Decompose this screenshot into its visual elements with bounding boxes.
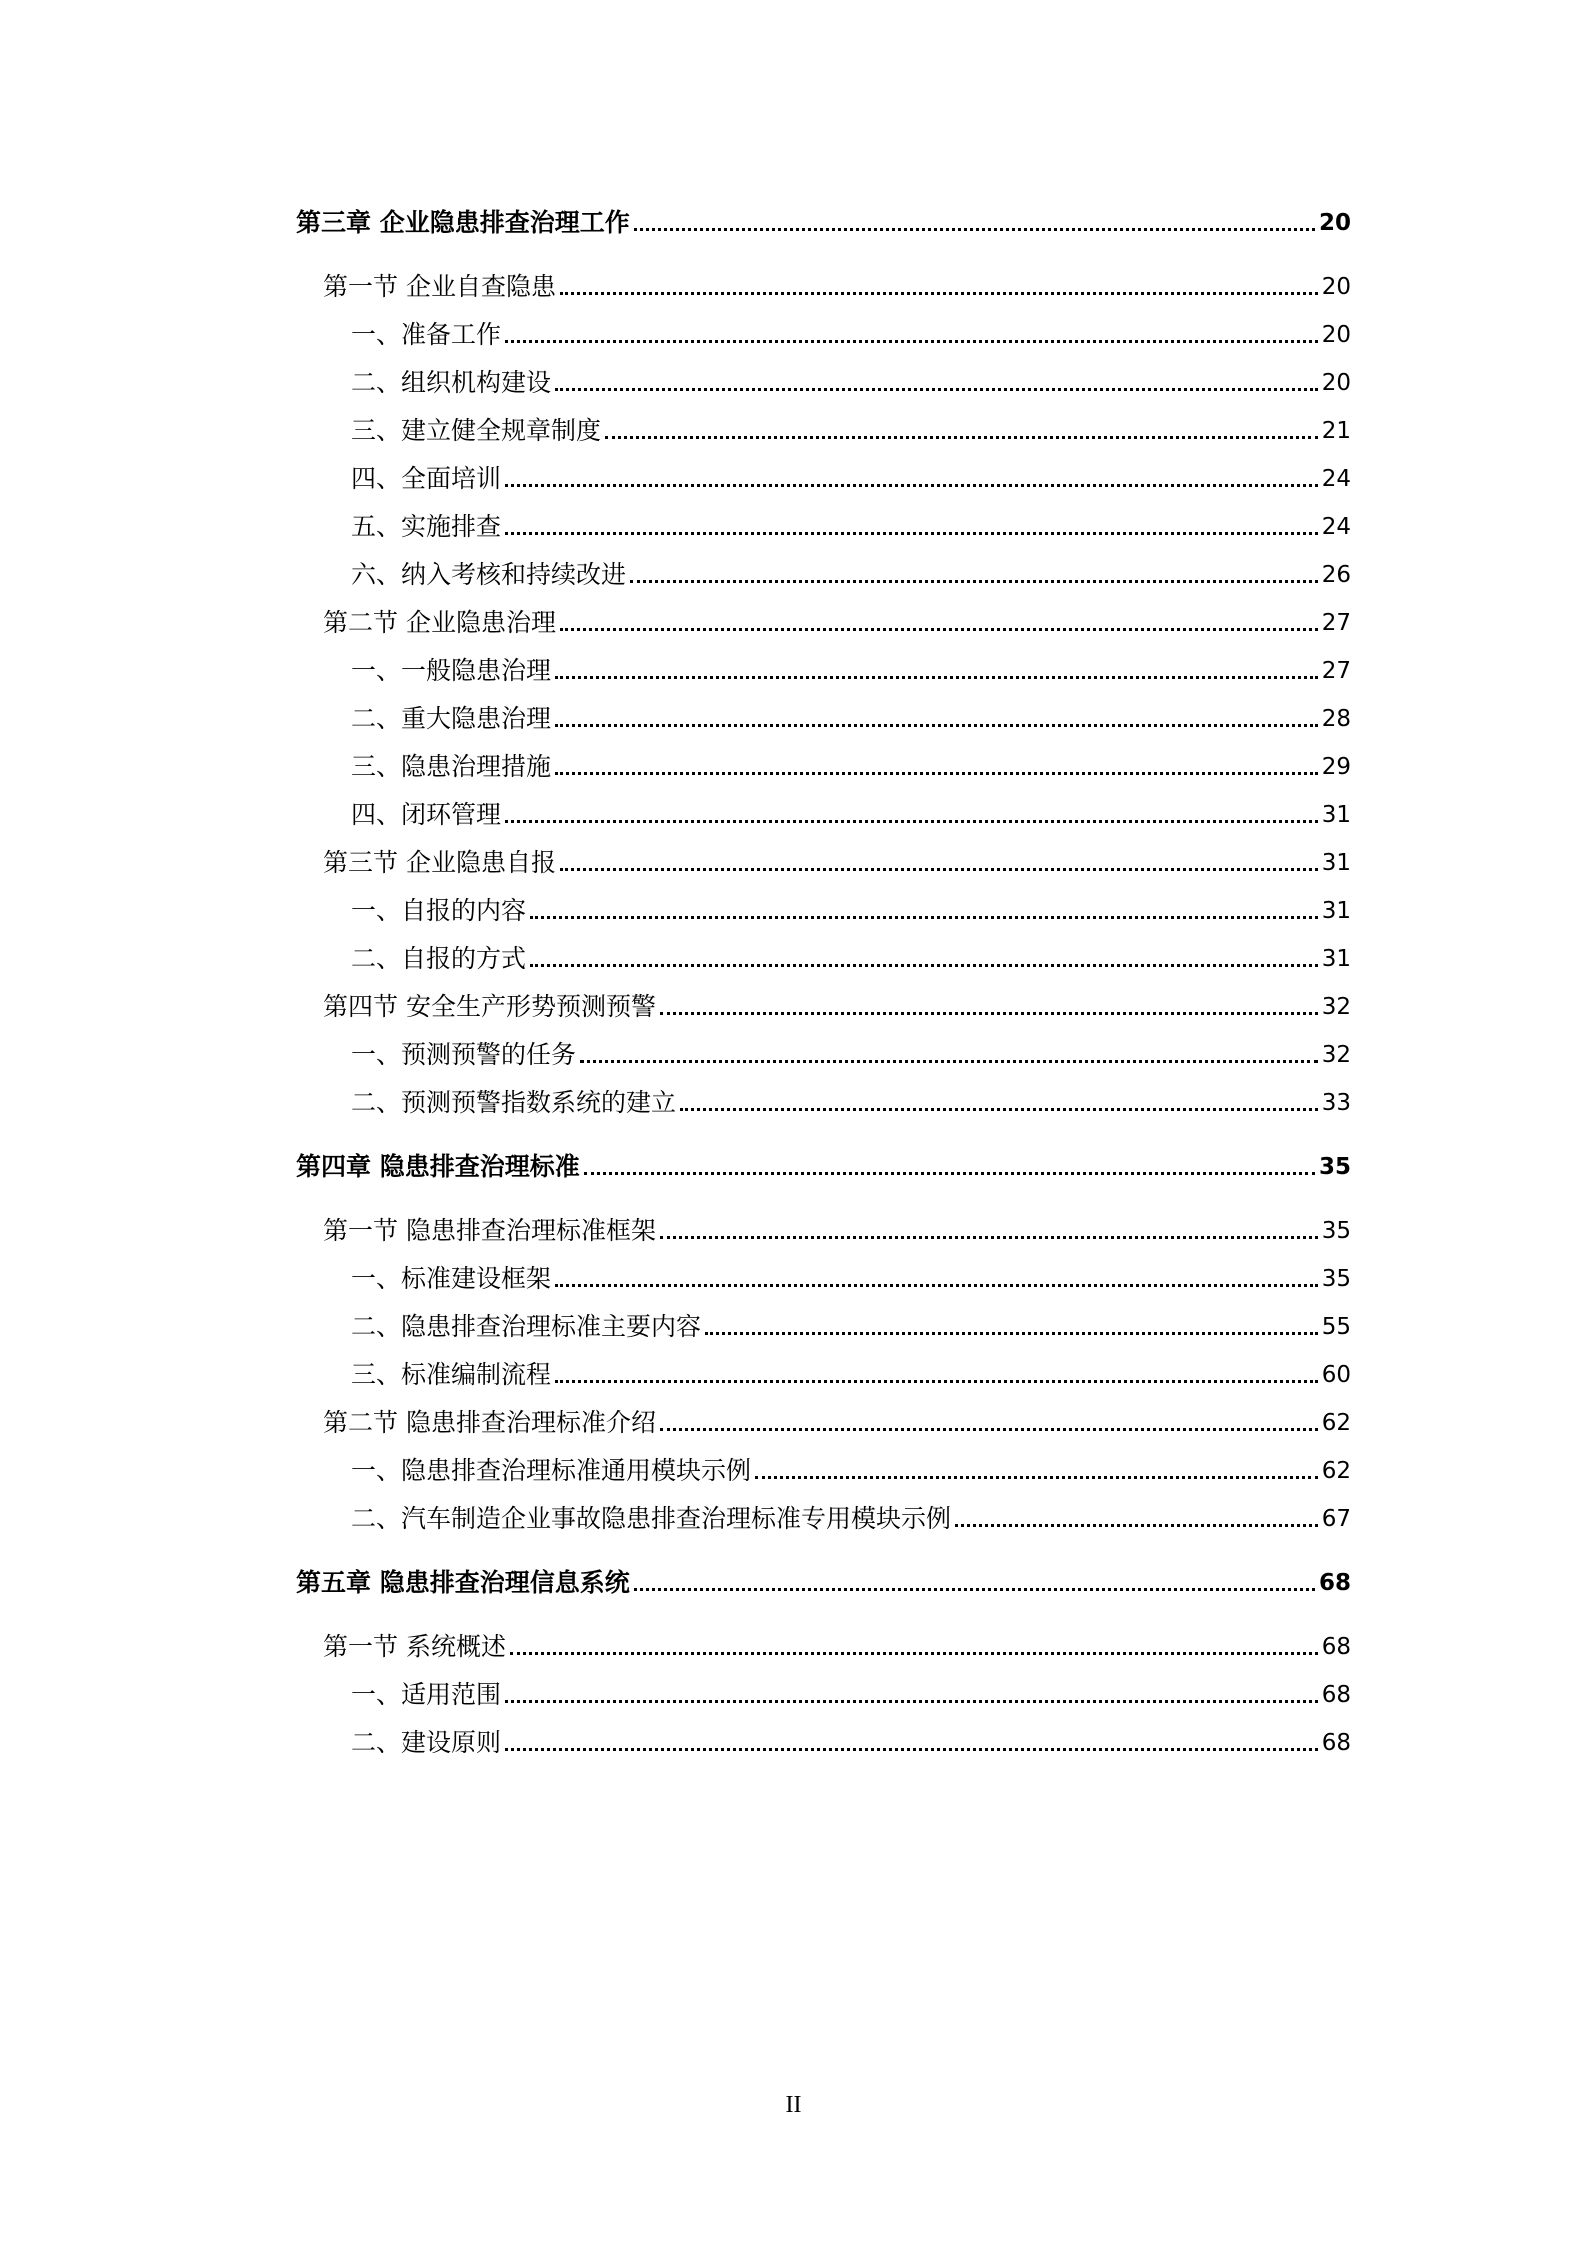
toc-entry-page: 26 — [1321, 562, 1351, 588]
toc-item[interactable] — [351, 1502, 1351, 1536]
dot-leader — [560, 292, 1318, 295]
toc-entry-page: 35 — [1321, 1266, 1351, 1292]
toc-entry-label: 第五章 隐患排查治理信息系统 — [296, 1568, 630, 1597]
toc-item[interactable] — [351, 1310, 1351, 1344]
toc-entry-page: 35 — [1321, 1218, 1351, 1244]
dot-leader — [555, 676, 1318, 679]
toc-entry-label: 第三节 企业隐患自报 — [323, 848, 556, 877]
toc-item[interactable] — [351, 1726, 1351, 1760]
toc-entry-page: 27 — [1321, 610, 1351, 636]
dot-leader — [955, 1524, 1318, 1527]
toc-item[interactable] — [351, 750, 1351, 784]
toc-entry-page: 68 — [1321, 1730, 1351, 1756]
toc-entry-page: 35 — [1318, 1154, 1351, 1180]
toc-entry-page: 68 — [1321, 1634, 1351, 1660]
dot-leader — [505, 340, 1318, 343]
toc-entry-label: 一、适用范围 — [351, 1680, 502, 1709]
dot-leader — [605, 436, 1318, 439]
toc-entry-page: 33 — [1321, 1090, 1351, 1116]
dot-leader — [634, 1588, 1315, 1591]
dot-leader — [505, 1700, 1318, 1703]
dot-leader — [755, 1476, 1318, 1479]
toc-entry-label: 二、预测预警指数系统的建立 — [351, 1088, 677, 1117]
toc-entry-label: 二、自报的方式 — [351, 944, 527, 973]
toc-entry-label: 第一节 隐患排查治理标准框架 — [323, 1216, 656, 1245]
dot-leader — [560, 628, 1318, 631]
toc-entry-page: 31 — [1321, 850, 1351, 876]
toc-entry-label: 四、闭环管理 — [351, 800, 502, 829]
dot-leader — [530, 916, 1318, 919]
toc-entry-page: 27 — [1321, 658, 1351, 684]
toc-item[interactable] — [351, 1262, 1351, 1296]
toc-entry-label: 一、标准建设框架 — [351, 1264, 552, 1293]
dot-leader — [634, 228, 1315, 231]
toc-section[interactable] — [323, 1406, 1351, 1440]
dot-leader — [555, 772, 1318, 775]
toc-entry-label: 二、汽车制造企业事故隐患排查治理标准专用模块示例 — [351, 1504, 952, 1533]
toc-entry-page: 20 — [1318, 210, 1351, 236]
toc-entry-label: 第一节 企业自查隐患 — [323, 272, 556, 301]
toc-item[interactable] — [351, 894, 1351, 928]
toc-entry-label: 二、隐患排查治理标准主要内容 — [351, 1312, 702, 1341]
dot-leader — [555, 388, 1318, 391]
toc-entry-label: 一、一般隐患治理 — [351, 656, 552, 685]
toc-item[interactable] — [351, 702, 1351, 736]
toc-entry-label: 二、建设原则 — [351, 1728, 502, 1757]
toc-item[interactable] — [351, 798, 1351, 832]
toc-section[interactable] — [323, 1630, 1351, 1664]
toc-entry-page: 21 — [1321, 418, 1351, 444]
toc-chapter-4[interactable] — [296, 1150, 1351, 1184]
toc-item[interactable] — [351, 1086, 1351, 1120]
toc-section[interactable] — [323, 990, 1351, 1024]
toc-entry-page: 32 — [1321, 994, 1351, 1020]
toc-entry-label: 第二节 隐患排查治理标准介绍 — [323, 1408, 656, 1437]
toc-entry-page: 60 — [1321, 1362, 1351, 1388]
dot-leader — [630, 580, 1318, 583]
toc-entry-page: 24 — [1321, 466, 1351, 492]
toc-entry-label: 第四章 隐患排查治理标准 — [296, 1152, 580, 1181]
toc-item[interactable] — [351, 462, 1351, 496]
dot-leader — [555, 1380, 1318, 1383]
dot-leader — [510, 1652, 1318, 1655]
dot-leader — [660, 1428, 1318, 1431]
toc-entry-label: 三、建立健全规章制度 — [351, 416, 602, 445]
dot-leader — [660, 1236, 1318, 1239]
toc-entry-page: 20 — [1321, 322, 1351, 348]
toc-entry-page: 68 — [1321, 1682, 1351, 1708]
toc-section[interactable] — [323, 270, 1351, 304]
toc-entry-page: 67 — [1321, 1506, 1351, 1532]
dot-leader — [555, 1284, 1318, 1287]
toc-entry-page: 62 — [1321, 1458, 1351, 1484]
toc-entry-label: 一、隐患排查治理标准通用模块示例 — [351, 1456, 752, 1485]
toc-entry-label: 四、全面培训 — [351, 464, 502, 493]
dot-leader — [580, 1060, 1318, 1063]
toc-section[interactable] — [323, 1214, 1351, 1248]
toc-item[interactable] — [351, 366, 1351, 400]
toc-item[interactable] — [351, 1038, 1351, 1072]
dot-leader — [505, 484, 1318, 487]
toc-entry-label: 第四节 安全生产形势预测预警 — [323, 992, 656, 1021]
dot-leader — [530, 964, 1318, 967]
toc-entry-label: 第二节 企业隐患治理 — [323, 608, 556, 637]
toc-entry-page: 31 — [1321, 898, 1351, 924]
dot-leader — [705, 1332, 1318, 1335]
toc-entry-page: 29 — [1321, 754, 1351, 780]
toc-item[interactable] — [351, 942, 1351, 976]
toc-entry-label: 五、实施排查 — [351, 512, 502, 541]
toc-entry-page: 20 — [1321, 274, 1351, 300]
toc-item[interactable] — [351, 1678, 1351, 1712]
dot-leader — [560, 868, 1318, 871]
dot-leader — [505, 532, 1318, 535]
toc-entry-label: 六、纳入考核和持续改进 — [351, 560, 627, 589]
toc-entry-page: 62 — [1321, 1410, 1351, 1436]
toc-entry-label: 一、准备工作 — [351, 320, 502, 349]
toc-entry-page: 20 — [1321, 370, 1351, 396]
toc-chapter-5[interactable] — [296, 1566, 1351, 1600]
toc-entry-label: 第三章 企业隐患排查治理工作 — [296, 208, 630, 237]
toc-item[interactable] — [351, 414, 1351, 448]
toc-entry-label: 一、自报的内容 — [351, 896, 527, 925]
toc-entry-page: 28 — [1321, 706, 1351, 732]
toc-entry-label: 三、隐患治理措施 — [351, 752, 552, 781]
toc-item[interactable] — [351, 558, 1351, 592]
toc-entry-page: 55 — [1321, 1314, 1351, 1340]
toc-entry-label: 二、组织机构建设 — [351, 368, 552, 397]
toc-chapter-3[interactable] — [296, 206, 1351, 240]
toc-entry-page: 68 — [1318, 1570, 1351, 1596]
page-number: II — [785, 2092, 802, 2118]
toc-item[interactable] — [351, 1358, 1351, 1392]
dot-leader — [584, 1172, 1315, 1175]
toc-entry-page: 31 — [1321, 802, 1351, 828]
toc-section[interactable] — [323, 606, 1351, 640]
toc-item[interactable] — [351, 654, 1351, 688]
toc-item[interactable] — [351, 510, 1351, 544]
dot-leader — [660, 1012, 1318, 1015]
dot-leader — [555, 724, 1318, 727]
toc-item[interactable] — [351, 318, 1351, 352]
dot-leader — [505, 820, 1318, 823]
toc-entry-label: 二、重大隐患治理 — [351, 704, 552, 733]
toc-section[interactable] — [323, 846, 1351, 880]
dot-leader — [680, 1108, 1318, 1111]
toc-entry-page: 31 — [1321, 946, 1351, 972]
toc-entry-label: 一、预测预警的任务 — [351, 1040, 577, 1069]
dot-leader — [505, 1748, 1318, 1751]
toc-item[interactable] — [351, 1454, 1351, 1488]
toc-entry-label: 第一节 系统概述 — [323, 1632, 506, 1661]
toc-entry-label: 三、标准编制流程 — [351, 1360, 552, 1389]
toc-entry-page: 24 — [1321, 514, 1351, 540]
toc-entry-page: 32 — [1321, 1042, 1351, 1068]
